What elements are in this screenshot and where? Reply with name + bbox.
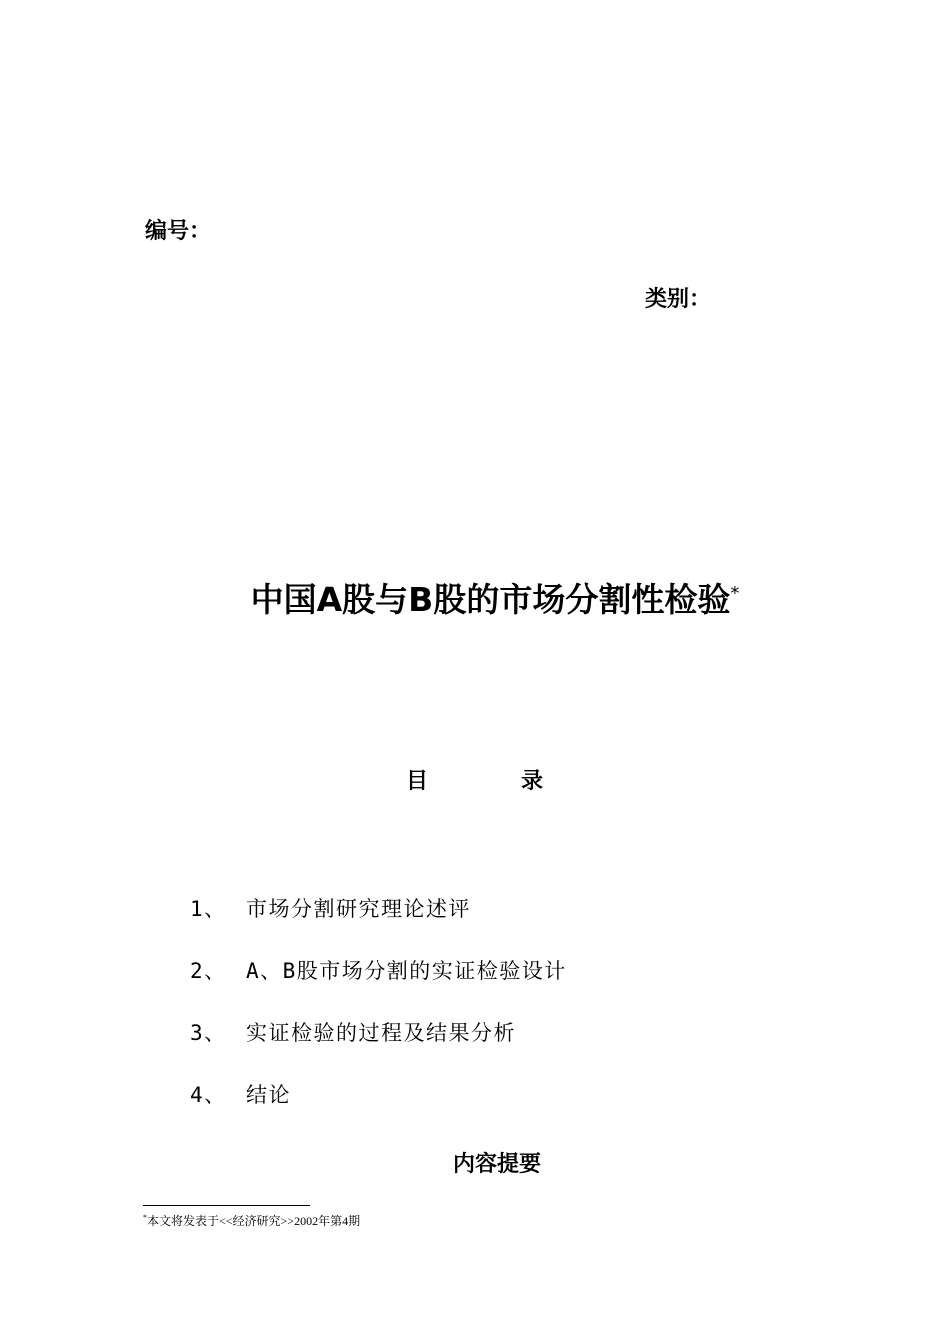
footnote-divider — [143, 1205, 310, 1206]
footnote-marker: * — [143, 1213, 147, 1222]
footnote-text: 本文将发表于<<经济研究>>2002年第4期 — [147, 1214, 361, 1228]
toc-heading-left: 目 — [406, 769, 429, 794]
document-title-text: 中国A股与B股的市场分割性检验 — [250, 580, 731, 619]
toc-item-label: 市场分割研究理论述评 — [246, 897, 471, 921]
abstract-heading: 内容提要 — [453, 1152, 542, 1177]
toc-item-number: 1、 — [190, 897, 227, 921]
toc-item-label: 结论 — [246, 1083, 291, 1107]
footnote — [143, 1212, 360, 1229]
toc-item-number: 3、 — [190, 1021, 227, 1045]
toc-item-label: A、B股市场分割的实证检验设计 — [246, 959, 567, 983]
toc-item-label: 实证检验的过程及结果分析 — [246, 1021, 516, 1045]
title-footnote-marker: * — [730, 583, 740, 604]
toc-item — [190, 955, 750, 1017]
toc-item — [190, 1017, 750, 1079]
toc-item — [190, 893, 750, 955]
table-of-contents — [190, 893, 750, 1141]
toc-item-number: 4、 — [190, 1083, 227, 1107]
number-label: 编号： — [145, 219, 212, 244]
toc-heading-right: 录 — [521, 769, 544, 794]
toc-item — [190, 1079, 750, 1141]
category-label: 类别： — [645, 287, 712, 312]
toc-item-number: 2、 — [190, 959, 227, 983]
document-title — [0, 574, 950, 621]
